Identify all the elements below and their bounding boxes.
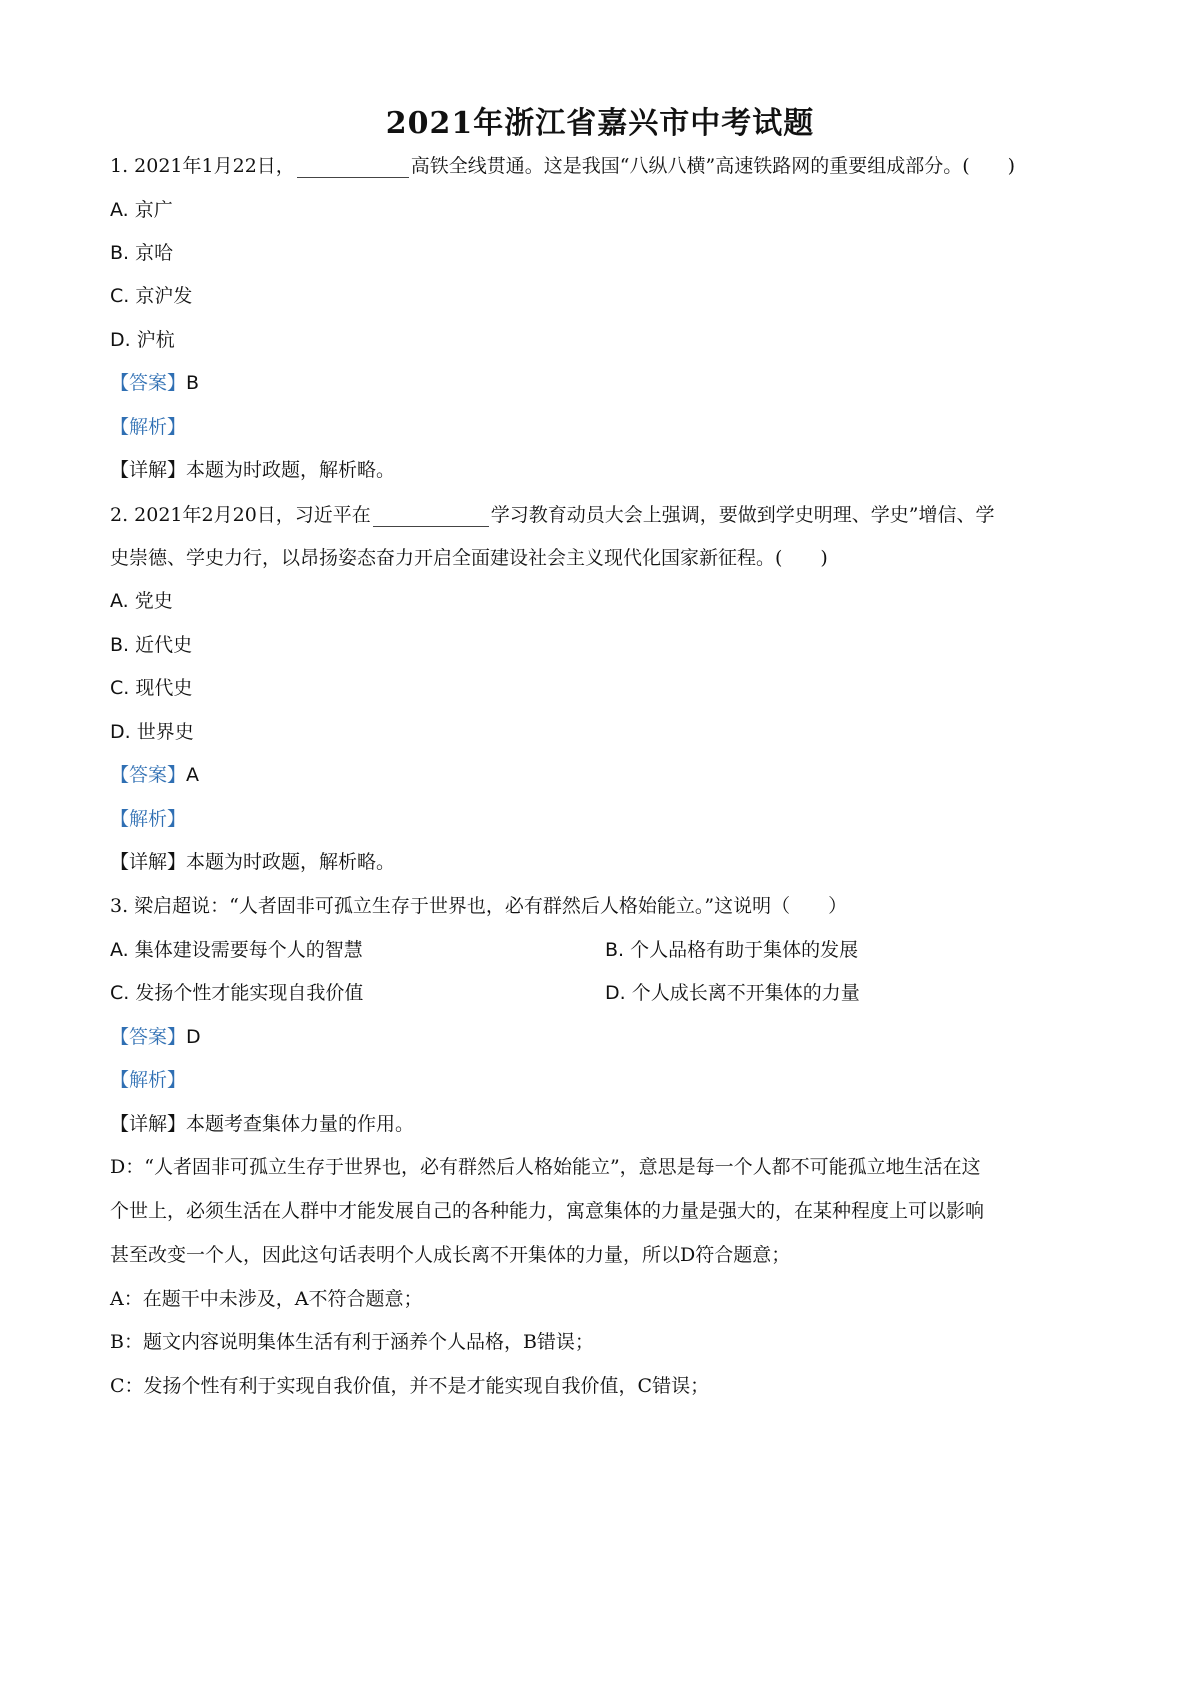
answer-tag: 【答案】: [110, 372, 187, 394]
answer-tag: 【答案】: [110, 1026, 187, 1048]
explanation-line: D：“人者固非可孤立生存于世界也，必有群然后人格始能立”，意思是每一个人都不可能孤立地生活在这: [110, 1156, 981, 1178]
question-3-stem: 3. 梁启超说：“人者固非可孤立生存于世界也，必有群然后人格始能立。”这说明（ ）: [110, 895, 848, 917]
question-3-detail: [110, 1112, 414, 1136]
detail-text: 本题为时政题，解析略。: [186, 459, 396, 481]
question-2-stem-before: 2. 2021年2月20日，习近平在: [110, 504, 371, 526]
detail-text: 本题为时政题，解析略。: [186, 851, 396, 873]
question-2-option-b: B. 近代史: [110, 634, 193, 656]
question-1-option-d: D. 沪杭: [110, 329, 175, 351]
question-3-analysis-tag: 【解析】: [110, 1069, 187, 1091]
question-3-option-c: C. 发扬个性才能实现自我价值: [110, 982, 364, 1004]
question-1-detail: [110, 458, 395, 482]
question-1-option-b: B. 京哈: [110, 242, 174, 264]
answer-tag: 【答案】: [110, 764, 187, 786]
question-1-option-a: A. 京广: [110, 199, 173, 221]
question-2-detail: [110, 850, 395, 874]
question-1-answer: [110, 371, 199, 395]
question-2-answer: [110, 763, 199, 787]
explanation-line: B：题文内容说明集体生活有利于涵养个人品格，B错误；: [110, 1331, 594, 1353]
answer-value: A: [186, 764, 200, 786]
answer-value: B: [186, 372, 200, 394]
question-2-stem: [110, 503, 995, 527]
question-2-analysis-tag: 【解析】: [110, 808, 187, 830]
question-2-option-d: D. 世界史: [110, 721, 194, 743]
explanation-line: A：在题干中未涉及，A不符合题意；: [110, 1288, 423, 1310]
question-1-option-c: C. 京沪发: [110, 285, 193, 307]
question-2-stem-after: 学习教育动员大会上强调，要做到学史明理、学史”增信、学: [490, 504, 995, 526]
question-2-stem-line-2: 史崇德、学史力行，以昂扬姿态奋力开启全面建设社会主义现代化国家新征程。( ): [110, 547, 828, 569]
question-3-option-d: D. 个人成长离不开集体的力量: [605, 982, 860, 1004]
detail-tag: 【详解】: [110, 851, 187, 873]
question-3-answer: [110, 1025, 201, 1049]
page-title: 2021年浙江省嘉兴市中考试题: [385, 106, 815, 141]
explanation-line: C：发扬个性有利于实现自我价值，并不是才能实现自我价值，C错误；: [110, 1375, 710, 1397]
question-1-analysis-tag: 【解析】: [110, 416, 187, 438]
question-1-stem-after: 高铁全线贯通。这是我国“八纵八横”高速铁路网的重要组成部分。( ): [410, 155, 1016, 177]
fill-blank: [373, 506, 489, 527]
explanation-line: 甚至改变一个人，因此这句话表明个人成长离不开集体的力量，所以D符合题意；: [110, 1244, 791, 1266]
question-3-option-b: B. 个人品格有助于集体的发展: [605, 939, 859, 961]
detail-tag: 【详解】: [110, 459, 187, 481]
fill-blank: [297, 157, 409, 178]
answer-value: D: [186, 1026, 201, 1048]
question-2-option-a: A. 党史: [110, 590, 173, 612]
explanation-line: 个世上，必须生活在人群中才能发展自己的各种能力，寓意集体的力量是强大的，在某种程度上可以影响: [110, 1200, 985, 1222]
question-2-option-c: C. 现代史: [110, 677, 193, 699]
detail-tag: 【详解】: [110, 1113, 187, 1135]
question-1-stem-before: 1. 2021年1月22日，: [110, 155, 295, 177]
question-1-stem: [110, 154, 1015, 178]
detail-text: 本题考查集体力量的作用。: [186, 1113, 415, 1135]
question-3-option-a: A. 集体建设需要每个人的智慧: [110, 939, 363, 961]
